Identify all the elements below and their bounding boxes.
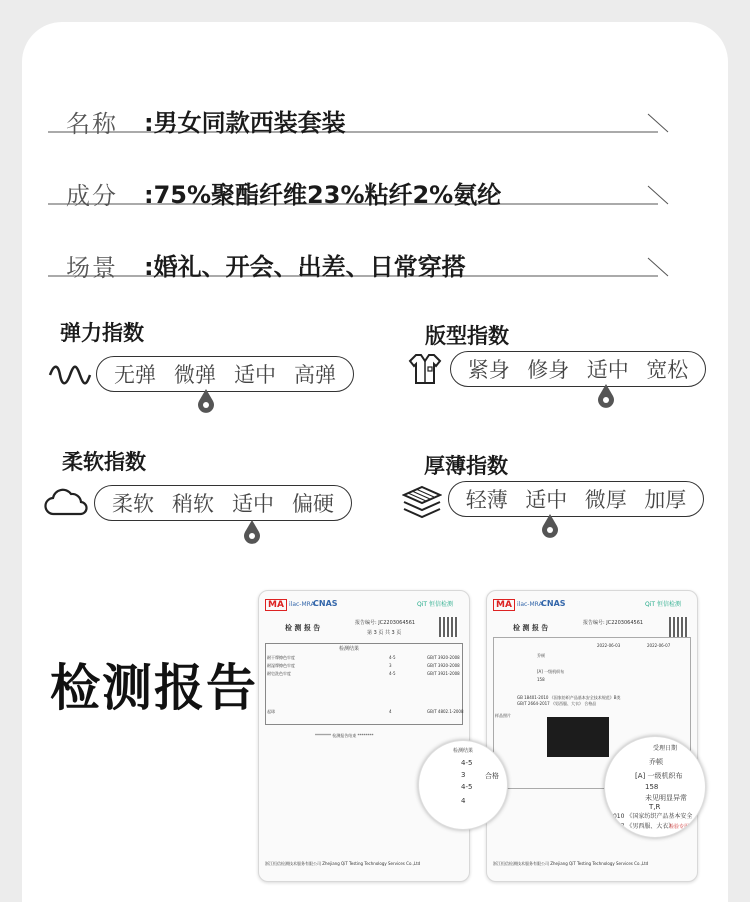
fit-option: 紧身 (467, 358, 510, 382)
elasticity-marker-icon (197, 389, 215, 415)
fit-marker-icon (597, 384, 615, 410)
cnas-logo: CNAS (313, 599, 338, 608)
fit-scale (450, 351, 706, 387)
info-row-composition (48, 156, 668, 236)
field: [A] 一级机织布 (537, 669, 565, 674)
fit-title: 版型指数 (425, 324, 509, 348)
fit-option: 宽松 (646, 358, 689, 382)
mag-text: 乔顿 (649, 758, 663, 766)
info-label: 场景 (66, 254, 118, 282)
cma-logo: MA (493, 599, 515, 611)
report-footer: 浙江恒信检测技术服务有限公司 Zhejiang QiT Testing Technology Services Co.,Ltd (493, 861, 649, 866)
shirt-icon (408, 352, 442, 386)
softness-option: 偏硬 (292, 492, 334, 516)
result-row: 起球 (267, 709, 275, 714)
result-row: 耐干摩擦色牢度 (267, 655, 295, 660)
mag-text: 4 (461, 797, 466, 805)
standard: GB 18401-2010 《国家纺织产品基本安全技术规范》B类 (517, 695, 621, 700)
thickness-marker-icon (541, 514, 559, 540)
info-label: 名称 (66, 110, 118, 138)
sample-label: 样品照片 (495, 713, 511, 718)
result-cell: 4-5 (389, 655, 396, 660)
info-value: :婚礼、开会、出差、日常穿搭 (144, 253, 466, 281)
softness-option: 柔软 (112, 492, 154, 516)
thickness-option: 适中 (525, 488, 568, 512)
qr-code (439, 617, 459, 637)
ilac-logo: ilac-MRA (289, 601, 315, 608)
report-page: 第 3 页 共 3 页 (367, 630, 402, 636)
info-value: :75%聚酯纤维23%粘纤2%氨纶 (144, 181, 502, 209)
test-report-document-1 (258, 590, 473, 882)
field: 乔顿 (537, 653, 545, 658)
magnifier-details (604, 736, 706, 838)
info-label: 成分 (66, 182, 118, 210)
result-row: 耐皂洗色牢度 (267, 671, 291, 676)
mag-text: 合格 (485, 772, 499, 780)
mag-text: 4-5 (461, 759, 473, 767)
fit-option: 修身 (527, 358, 570, 382)
mag-text: 158 (645, 783, 659, 791)
field: 158 (537, 677, 545, 682)
info-value: :男女同款西装套装 (144, 109, 346, 137)
brand-logo: QiT 恒信检测 (645, 601, 681, 608)
fit-option: 适中 (586, 358, 629, 382)
thickness-option: 微厚 (584, 488, 627, 512)
result-cell: GB/T 4802.1-2008 (427, 709, 464, 714)
mag-text: [A] 一级机织布 (635, 772, 683, 780)
report-number: 报告编号: JC2203064561 (355, 620, 416, 626)
elasticity-option: 微弹 (174, 363, 216, 387)
test-report-document-2 (486, 590, 698, 882)
mag-text: T,R (649, 803, 661, 811)
softness-marker-icon (243, 520, 261, 546)
thickness-scale (448, 481, 704, 517)
qr-code (669, 617, 689, 637)
result-cell: GB/T 3920-2008 (427, 655, 460, 660)
thickness-option: 轻薄 (465, 488, 508, 512)
softness-title: 柔软指数 (62, 450, 146, 474)
cma-logo: MA (265, 599, 287, 611)
result-cell: 4-5 (389, 671, 396, 676)
elasticity-scale (96, 356, 354, 392)
thickness-title: 厚薄指数 (424, 454, 508, 478)
elasticity-option: 高弹 (294, 363, 336, 387)
mag-text: -2010 《国家纺织产品基本安全 (607, 813, 693, 820)
result-cell: 3 (389, 663, 392, 668)
elasticity-option: 无弹 (114, 363, 156, 387)
mag-text: 受理日期 (653, 745, 678, 752)
report-footer: 浙江恒信检测技术服务有限公司 Zhejiang QiT Testing Technology Services Co.,Ltd (265, 861, 421, 866)
softness-option: 稍软 (172, 492, 214, 516)
brand-logo: QiT 恒信检测 (417, 601, 453, 608)
thickness-option: 加厚 (644, 488, 687, 512)
cnas-logo: CNAS (541, 599, 566, 608)
ilac-logo: ilac-MRA (517, 601, 543, 608)
softness-option: 适中 (232, 492, 274, 516)
mag-text: 未见明显异常 (645, 794, 687, 802)
result-cell: GB/T 3920-2008 (427, 663, 460, 668)
info-row-name (48, 84, 668, 164)
standard: GB/T 2664-2017 《男西服、大衣》 合格品 (517, 701, 597, 706)
stretch-wave-icon (48, 362, 92, 388)
report-heading: 检测报告 (50, 659, 258, 717)
result-cell: GB/T 3921-2008 (427, 671, 460, 676)
table-header: 检测结果 (339, 646, 360, 652)
mag-text: -2017 《男西服、大衣》 (607, 823, 675, 830)
result-row: 耐湿摩擦色牢度 (267, 663, 295, 668)
softness-scale (94, 485, 352, 521)
date: 2022-06-03 (597, 643, 621, 648)
report-end: ******** 检测报告结束 ******** (315, 733, 374, 738)
cloud-icon (44, 488, 90, 518)
elasticity-option: 适中 (234, 363, 276, 387)
date: 2022-06-07 (647, 643, 671, 648)
mag-text: 3 (461, 771, 466, 779)
magnifier-results (418, 740, 508, 830)
mag-text: 检测结果 (453, 748, 474, 754)
report-title: 检 测 报 告 (285, 624, 321, 632)
result-cell: 4 (389, 709, 392, 714)
inspection-stamp: 检验专用章 (669, 824, 695, 830)
layers-icon (402, 485, 442, 521)
report-title: 检 测 报 告 (513, 624, 549, 632)
info-row-scene (48, 228, 668, 308)
report-number: 报告编号: JC2203064561 (583, 620, 644, 626)
elasticity-title: 弹力指数 (60, 321, 144, 345)
mag-text: 4-5 (461, 783, 473, 791)
